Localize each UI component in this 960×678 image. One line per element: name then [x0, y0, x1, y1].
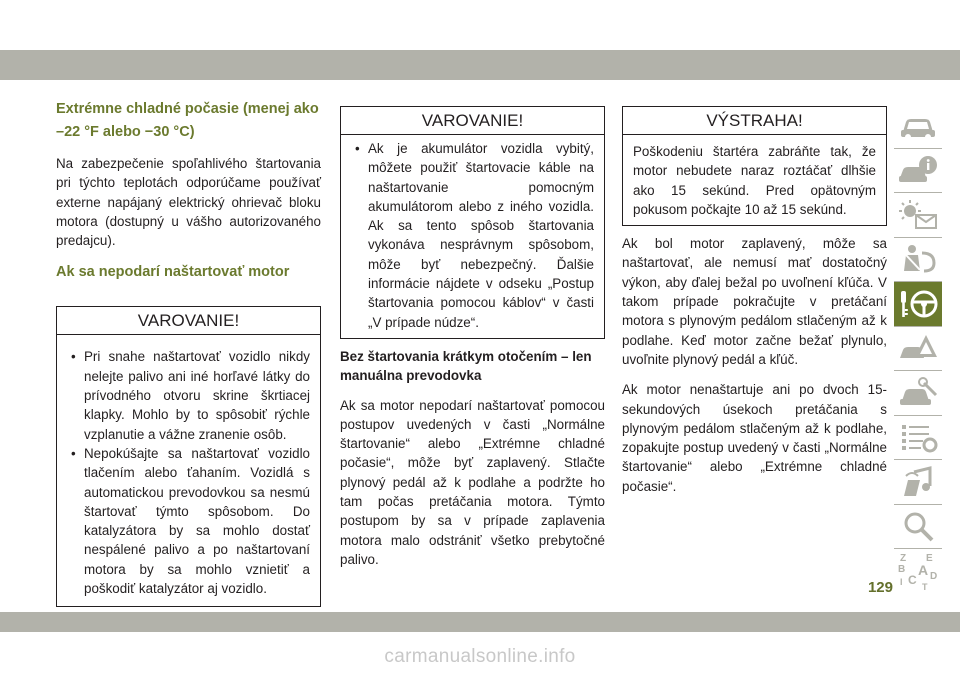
tab-car[interactable] — [894, 104, 942, 149]
column-3 — [622, 106, 887, 507]
paragraph-flooded-start: Ak bol motor zaplavený, môže sa naštartovať, ale nemusí mať dostatočný výkon, aby ďalej bežal po uvoľnení kľúča. V takom prípade pokračujte v pretáčaní motora s plynovým pedálom stlačeným až k podlahe. Keď motor začne bežať plynulo, uvoľnite plynový pedál a kľúč. — [622, 236, 887, 367]
index-letter: Z — [900, 553, 907, 565]
paragraph-flooded-engine: Ak sa motor nepodarí naštartovať pomocou postupov uvedených v časti „Normálne štartovanie“ alebo „Extrémne chladné počasie“, môže byť zaplavený. Stlačte plynový pedál až k podlahe a podržte ho tam počas pretáčania motora. Týmto postupom by sa v prípade zaplavenia motora malo odstrániť všetko prebytočné palivo. — [340, 397, 605, 567]
warning-title: VAROVANIE! — [341, 107, 604, 135]
caution-text: Poškodeniu štartéra zabráňte tak, že motor nebudete naraz roztáčať dlhšie ako 15 sekúnd. Pred opätovným pokusom počkajte 10 až 15 sekúnd. — [633, 144, 876, 217]
index-letter: I — [900, 577, 903, 588]
heading-engine-fails: Ak sa nepodarí naštartovať motor — [56, 264, 290, 281]
warning-box-2 — [340, 106, 605, 339]
index-letter: T — [922, 582, 928, 592]
warning-item: • Ak je akumulátor vozidla vybitý, môžete použiť štartovacie káble na naštartovanie pomocným akumulátorom alebo z iného vozidla. Ak sa tento spôsob štartovania vykonáva nesprávnym spôsobom, môže byť nebezpečný. Ďalšie informácie nájdete v odseku „Postup štartovania pomocou káblov“ v časti „V prípade núdze“. — [351, 139, 594, 332]
warning-list — [351, 139, 594, 332]
tab-specifications[interactable] — [894, 416, 942, 461]
side-tabs — [894, 104, 942, 594]
heading-extreme-cold: Extrémne chladné počasie (menej ako –22 °F alebo −30 °C) — [56, 101, 319, 140]
lights-message-icon — [898, 199, 938, 231]
warning-item: • Pri snahe naštartovať vozidlo nikdy nelejte palivo ani iné horľavé látky do prívodného otvoru skrine škrtiacej klapky. Mohlo by to spôsobiť rýchle vzplanutie a vážne zranenie osôb. — [67, 347, 310, 443]
page-number: 129 — [867, 579, 893, 596]
index-letter: C — [908, 573, 917, 588]
search-icon — [898, 510, 938, 542]
specifications-list-icon — [898, 421, 938, 453]
seatbelt-airbag-icon — [898, 243, 938, 275]
tab-index[interactable] — [894, 549, 942, 594]
tab-starting-driving[interactable] — [894, 282, 942, 327]
column-2 — [340, 106, 605, 580]
warning-item: • Nepokúšajte sa naštartovať vozidlo tlačením alebo ťahaním. Vozidlá s automatickou prevodovkou sa nesmú štartovať týmto spôsobom. Do katalyzátora by sa mohlo dostať nespálené palivo a po naštartovaní motora by sa mohlo vznietiť a poškodiť katalyzátor aj vozidlo. — [67, 444, 310, 598]
car-icon — [898, 110, 938, 142]
tab-info[interactable] — [894, 149, 942, 194]
index-letter: B — [898, 564, 906, 576]
tab-service[interactable] — [894, 371, 942, 416]
tab-emergency[interactable] — [894, 327, 942, 372]
info-car-icon — [898, 154, 938, 186]
caution-title: VÝSTRAHA! — [623, 107, 886, 135]
paragraph-block-heater: Na zabezpečenie spoľahlivého štartovania pri týchto teplotách odporúčame používať externe napájaný elektrický ohrievač bloku motora (dostupný u vášho autorizovaného predajcu). — [56, 156, 321, 249]
tab-multimedia[interactable] — [894, 460, 942, 505]
service-tools-icon — [898, 377, 938, 409]
header-band — [0, 50, 960, 80]
subheading-manual-transmission: Bez štartovania krátkym otočením – len manuálna prevodovka — [340, 348, 592, 384]
index-letter: A — [918, 562, 929, 579]
caution-box — [622, 106, 887, 226]
index-letters-icon — [896, 551, 940, 591]
index-letter: E — [926, 553, 933, 565]
tab-safety[interactable] — [894, 238, 942, 283]
footer-band — [0, 612, 960, 632]
warning-title: VAROVANIE! — [57, 307, 320, 335]
tab-search[interactable] — [894, 505, 942, 550]
tab-lights[interactable] — [894, 193, 942, 238]
warning-box-1 — [56, 306, 321, 607]
multimedia-icon — [898, 466, 938, 498]
steering-wheel-key-icon — [898, 287, 938, 321]
paragraph-repeat-procedure: Ak motor nenaštartuje ani po dvoch 15-sekundových úsekoch pretáčania s plynovým pedálom stlačeným až k podlahe, zopakujte postup uvedený v časti „Normálne štartovanie“ alebo „Extrémne chladné počasie“. — [622, 382, 887, 494]
hazard-car-icon — [898, 332, 938, 364]
watermark: carmanualsonline.info — [384, 646, 576, 667]
column-1 — [56, 98, 321, 607]
warning-list — [67, 347, 310, 598]
index-letter: D — [930, 571, 938, 583]
